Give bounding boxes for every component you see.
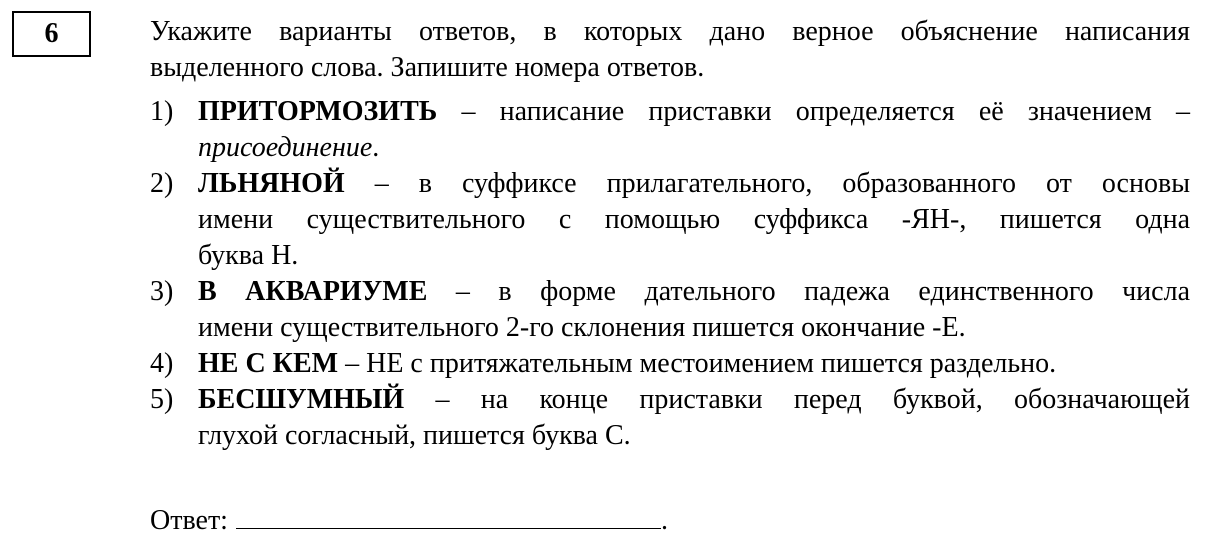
option-line: имени существительного 2-го склонения пишется окончание -Е. — [198, 312, 966, 343]
option-word: В АКВАРИУМЕ — [198, 276, 428, 307]
answer-options-list — [150, 94, 1190, 454]
option-italic-term: присоединение — [198, 132, 373, 163]
option-4 — [150, 346, 1190, 382]
option-explanation: – на конце приставки перед буквой, обозначающей — [404, 384, 1190, 415]
answer-row — [150, 502, 668, 539]
option-number: 3) — [150, 276, 174, 307]
option-line: имени существительного с помощью суффикса -ЯН-, пишется одна — [198, 204, 1190, 235]
option-2 — [150, 166, 1190, 274]
answer-field[interactable] — [236, 502, 661, 529]
option-line — [198, 274, 1190, 310]
option-word: НЕ С КЕМ — [198, 348, 339, 379]
option-3 — [150, 274, 1190, 346]
option-number: 1) — [150, 96, 174, 127]
option-explanation: – в форме дательного падежа единственного числа — [427, 276, 1190, 307]
option-number: 5) — [150, 384, 174, 415]
option-explanation: . — [372, 132, 380, 163]
question-line: выделенного слова. Запишите номера ответов. — [150, 52, 705, 83]
option-1 — [150, 94, 1190, 166]
option-number: 4) — [150, 348, 174, 379]
option-line — [198, 346, 1190, 382]
question-text — [150, 14, 1190, 86]
option-explanation: – написание приставки определяется её значением – — [437, 96, 1190, 127]
task-content — [150, 14, 1190, 454]
task-number: 6 — [44, 18, 59, 49]
option-line — [198, 166, 1190, 202]
option-line — [198, 94, 1190, 130]
option-explanation: – НЕ с притяжательным местоимением пишется раздельно. — [338, 348, 1057, 379]
option-5 — [150, 382, 1190, 454]
task-number-box — [12, 11, 91, 57]
option-word: ЛЬНЯНОЙ — [198, 168, 345, 199]
question-line: Укажите варианты ответов, в которых дано верное объяснение написания — [150, 16, 1190, 47]
option-line: буква Н. — [198, 240, 299, 271]
option-line — [198, 382, 1190, 418]
option-explanation: – в суффиксе прилагательного, образованного от основы — [344, 168, 1190, 199]
option-word: БЕСШУМНЫЙ — [198, 384, 405, 415]
answer-end-period: . — [660, 505, 668, 536]
option-number: 2) — [150, 168, 174, 199]
option-word: ПРИТОРМОЗИТЬ — [198, 96, 438, 127]
option-line: глухой согласный, пишется буква С. — [198, 420, 631, 451]
option-line — [198, 130, 1190, 166]
answer-label: Ответ: — [150, 505, 228, 536]
